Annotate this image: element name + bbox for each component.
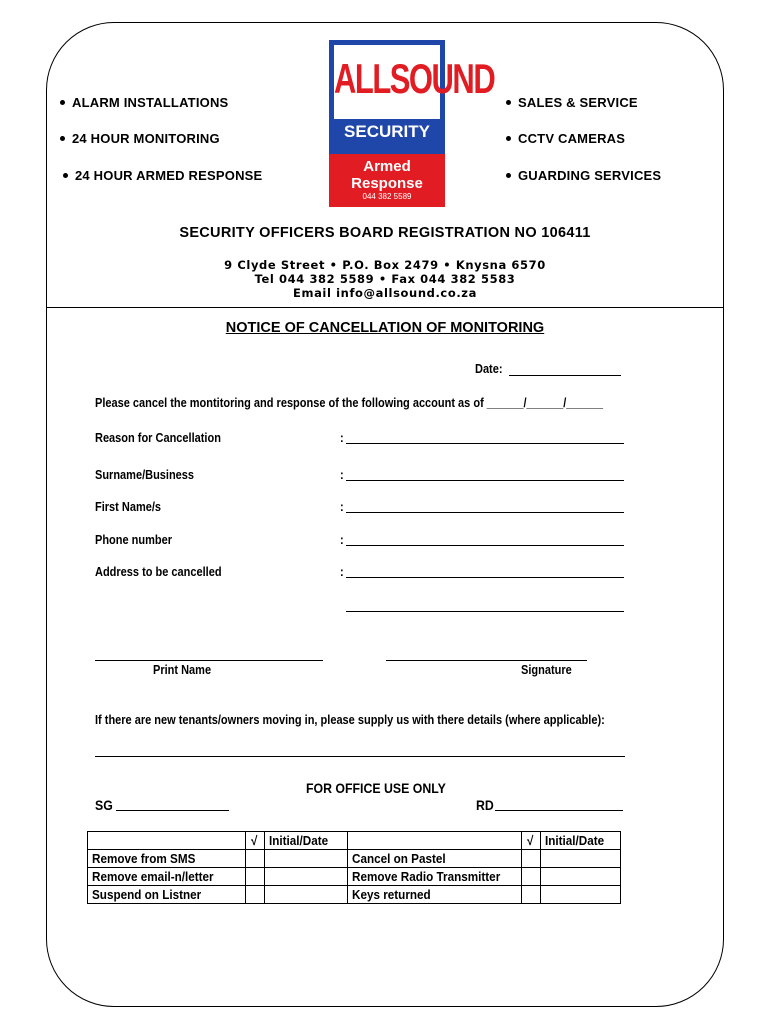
service-label: SALES & SERVICE (518, 95, 638, 110)
address-field-line2[interactable] (346, 611, 624, 612)
surname-field[interactable] (346, 480, 624, 481)
service-item (506, 131, 625, 146)
task-label: Suspend on Listner (92, 887, 202, 902)
header-label: Initial/Date (268, 833, 328, 848)
task-label: Remove from SMS (92, 851, 196, 866)
initial-cell[interactable] (541, 868, 621, 886)
tenants-instruction: If there are new tenants/owners moving in, please supply us with there details (where applicable): (95, 713, 605, 727)
bullet-icon (63, 173, 68, 178)
check-header (521, 832, 541, 850)
company-logo (329, 40, 495, 207)
task-label: Cancel on Pastel (351, 851, 446, 866)
header-label: Initial/Date (545, 833, 605, 848)
surname-label: Surname/Business (95, 468, 195, 482)
signature-field[interactable] (386, 660, 587, 661)
task-cell (88, 850, 246, 868)
cancel-instruction: Please cancel the montitoring and response of the following account as of ______/______/______ (95, 396, 604, 410)
address-line: 9 Clyde Street • P.O. Box 2479 • Knysna 6570 (224, 258, 546, 272)
check-cell[interactable] (245, 850, 264, 868)
check-cell[interactable] (521, 868, 541, 886)
table-row (88, 850, 621, 868)
task-cell (88, 868, 246, 886)
service-label: ALARM INSTALLATIONS (72, 95, 229, 110)
task-cell (347, 850, 521, 868)
initial-cell[interactable] (541, 850, 621, 868)
bullet-icon (506, 173, 511, 178)
reason-label: Reason for Cancellation (95, 431, 221, 445)
colon: : (340, 533, 344, 547)
table-row (88, 886, 621, 904)
logo-phone: 044 382 5589 (362, 192, 412, 201)
initial-date-header (264, 832, 347, 850)
print-name-label: Print Name (153, 663, 212, 677)
initial-cell[interactable] (264, 886, 347, 904)
table-cell (88, 832, 246, 850)
task-label: Remove Radio Transmitter (351, 869, 501, 884)
contact-line: Tel 044 382 5589 • Fax 044 382 5583 (254, 272, 516, 286)
bullet-icon (60, 136, 65, 141)
table-header-row (88, 832, 621, 850)
check-cell[interactable] (245, 886, 264, 904)
logo-security: SECURITY (344, 122, 430, 141)
check-cell[interactable] (245, 868, 264, 886)
service-label: CCTV CAMERAS (518, 131, 626, 146)
logo-brand-panel (334, 45, 495, 119)
colon: : (340, 500, 344, 514)
logo-response: Response (351, 175, 423, 192)
address-label: Address to be cancelled (95, 565, 222, 579)
office-use-table (87, 831, 621, 904)
print-name-field[interactable] (95, 660, 323, 661)
sg-label: SG (95, 797, 113, 813)
reason-field[interactable] (346, 443, 624, 444)
table-row (88, 868, 621, 886)
address-field[interactable] (346, 577, 624, 578)
sg-field[interactable] (116, 810, 229, 811)
email-line: Email info@allsound.co.za (293, 286, 477, 300)
check-mark: √ (527, 833, 534, 848)
colon: : (340, 468, 344, 482)
phone-field[interactable] (346, 545, 624, 546)
first-name-field[interactable] (346, 512, 624, 513)
office-use-heading: FOR OFFICE USE ONLY (306, 780, 446, 796)
phone-label: Phone number (95, 533, 173, 547)
task-label: Remove email-n/letter (92, 869, 214, 884)
rd-field[interactable] (495, 810, 623, 811)
task-label: Keys returned (351, 887, 431, 902)
logo-response-panel (329, 154, 445, 207)
check-cell[interactable] (521, 850, 541, 868)
service-item (60, 95, 228, 110)
task-cell (88, 886, 246, 904)
service-label: 24 HOUR MONITORING (72, 131, 220, 146)
page-title: NOTICE OF CANCELLATION OF MONITORING (225, 320, 545, 336)
bullet-icon (60, 100, 65, 105)
date-label: Date: (475, 362, 503, 376)
service-label: 24 HOUR ARMED RESPONSE (75, 168, 263, 183)
date-field[interactable] (509, 375, 621, 376)
registration-number: SECURITY OFFICERS BOARD REGISTRATION NO 106411 (179, 225, 591, 241)
colon: : (340, 565, 344, 579)
task-cell (347, 868, 521, 886)
initial-date-header (541, 832, 621, 850)
first-name-label: First Name/s (95, 500, 162, 514)
service-label: GUARDING SERVICES (518, 168, 662, 183)
check-header (245, 832, 264, 850)
bullet-icon (506, 136, 511, 141)
signature-label: Signature (521, 663, 572, 677)
task-cell (347, 886, 521, 904)
service-item (63, 168, 262, 183)
check-cell[interactable] (521, 886, 541, 904)
tenants-details-field[interactable] (95, 756, 625, 757)
colon: : (340, 431, 344, 445)
table-cell (347, 832, 521, 850)
initial-cell[interactable] (541, 886, 621, 904)
service-item (506, 168, 661, 183)
bullet-icon (506, 100, 511, 105)
service-item (60, 131, 220, 146)
initial-cell[interactable] (264, 850, 347, 868)
rd-label: RD (476, 797, 494, 813)
logo-armed-response (329, 158, 445, 192)
logo-armed: Armed (363, 158, 411, 175)
logo-brand: ALLSOUND (334, 55, 495, 103)
divider (47, 307, 723, 308)
service-item (506, 95, 638, 110)
check-mark: √ (251, 833, 258, 848)
initial-cell[interactable] (264, 868, 347, 886)
